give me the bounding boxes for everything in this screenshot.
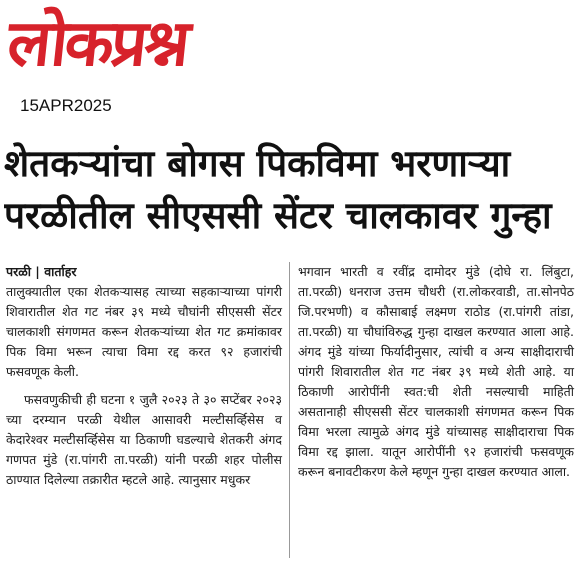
headline-line-2: परळीतील सीएससी सेंटर चालकावर गुन्हा	[4, 194, 552, 237]
article-column-right	[298, 262, 574, 482]
article-paragraph-1: तालुक्यातील एका शेतकऱ्यासह त्याच्या सहकाऱ्याच्या पांगरी शिवारातील शेत गट नंबर ३९ मध्ये चौघांनी सीएससी सेंटर चालकाशी संगणमत करून शेतकऱ्यांच्या शेत गट क्रमांकावर पिक विमा भरून त्याचा विमा रद्द करत ९२ हजारांची फसवणूक केली.	[6, 284, 282, 379]
headline-line-1: शेतकऱ्यांचा बोगस पिकविमा भरणाऱ्या	[4, 142, 511, 185]
article-paragraph-3: भगवान भारती व रवींद्र दामोदर मुंडे (दोघे रा. लिंबुटा, ता.परळी) धनराज उत्तम चौधरी (रा.लोकरवाडी, ता.सोनपेठ जि.परभणी) व कौसाबाई लक्ष्मण राठोड (रा.पांगरी तांडा, ता.परळी) या चौघांविरुद्ध गुन्हा दाखल करण्यात आला आहे. अंगद मुंडे यांच्या फिर्यादीनुसार, त्यांची व अन्य साक्षीदाराची पांगरी शिवारातील शेत गट नंबर ३९ मध्ये शेती आहे. या ठिकाणी आरोपींनी स्वत:ची शेती नसल्याची माहिती असतानाही सीएससी सेंटर चालकाशी संगणमत करून पिक विमा भरला त्यामुळे अंगद मुंडे यांच्यासह साक्षीदाराचा पिक विमा रद्द झाला. यातून आरोपींनी ९२ हजारांची फसवणूक करून बनावटीकरण केले म्हणून गुन्हा दाखल करण्यात आला.	[298, 264, 574, 479]
newspaper-masthead-logo: लोकप्रश्न	[4, 7, 191, 81]
article-paragraph-2: फसवणुकीची ही घटना १ जुलै २०२३ ते ३० सप्टेंबर २०२३ च्या दरम्यान परळी येथील आसावरी मल्टीसर्व्हिसेस व केदारेश्वर मल्टीसर्व्हिसेस या ठिकाणी घडल्याचे शेतकरी अंगद गणपत मुंडे (रा.पांगरी ता.परळी) यांनी परळी शहर पोलीस ठाण्यात दिलेल्या तक्रारीत म्हटले आहे. त्यानुसार मधुकर	[6, 392, 282, 487]
column-divider	[289, 262, 290, 558]
article-headline	[4, 138, 578, 242]
publication-date: 15APR2025	[20, 96, 112, 115]
article-column-left	[6, 262, 282, 490]
article-byline: परळी | वार्ताहर	[6, 264, 77, 279]
